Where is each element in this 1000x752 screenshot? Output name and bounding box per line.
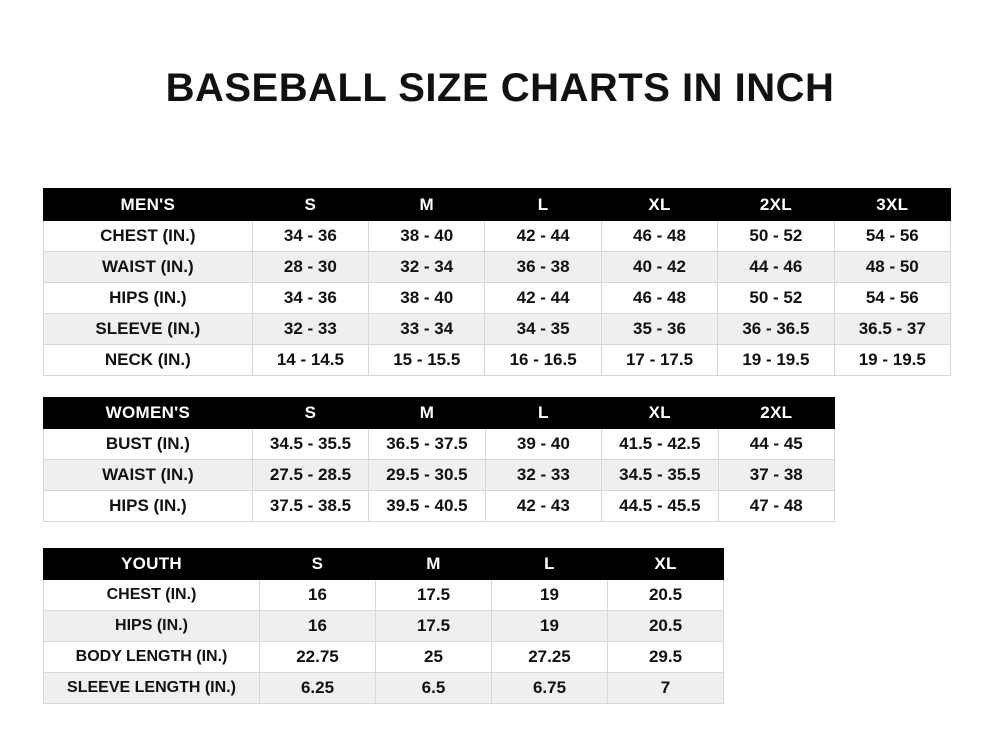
column-header-3xl: 3XL [834, 189, 950, 221]
column-header-s: S [252, 398, 368, 429]
womens-size-chart [43, 397, 835, 522]
table-row [44, 283, 951, 314]
youth-size-chart-container [43, 548, 724, 704]
column-header-xl: XL [608, 549, 724, 580]
table-header-row [44, 398, 835, 429]
cell: 19 - 19.5 [834, 345, 950, 376]
table-header-row [44, 189, 951, 221]
cell: 42 - 43 [485, 491, 601, 522]
cell: 32 - 33 [485, 460, 601, 491]
mens-size-chart [43, 188, 951, 376]
column-header-l: L [485, 398, 601, 429]
cell: 32 - 34 [369, 252, 485, 283]
table-row [44, 252, 951, 283]
womens-size-chart-container [43, 397, 835, 522]
row-label: NECK (IN.) [44, 345, 253, 376]
table-row [44, 491, 835, 522]
cell: 42 - 44 [485, 221, 601, 252]
cell: 20.5 [608, 611, 724, 642]
womens-table-body [44, 429, 835, 522]
column-header-m: M [369, 189, 485, 221]
cell: 22.75 [260, 642, 376, 673]
table-row [44, 314, 951, 345]
cell: 44 - 46 [718, 252, 834, 283]
column-header-m: M [369, 398, 485, 429]
table-row [44, 642, 724, 673]
cell: 17.5 [376, 580, 492, 611]
cell: 38 - 40 [369, 283, 485, 314]
cell: 36.5 - 37 [834, 314, 950, 345]
womens-table-header [44, 398, 835, 429]
cell: 17.5 [376, 611, 492, 642]
table-row [44, 673, 724, 704]
youth-table-header [44, 549, 724, 580]
table-row [44, 429, 835, 460]
cell: 38 - 40 [369, 221, 485, 252]
mens-size-chart-container [43, 188, 951, 376]
cell: 37 - 38 [718, 460, 834, 491]
table-header-row [44, 549, 724, 580]
cell: 19 [492, 580, 608, 611]
cell: 34 - 35 [485, 314, 601, 345]
cell: 54 - 56 [834, 221, 950, 252]
cell: 19 - 19.5 [718, 345, 834, 376]
cell: 48 - 50 [834, 252, 950, 283]
cell: 29.5 [608, 642, 724, 673]
cell: 27.25 [492, 642, 608, 673]
column-header-xl: XL [602, 398, 718, 429]
row-label: HIPS (IN.) [44, 491, 253, 522]
column-header-category: MEN'S [44, 189, 253, 221]
row-label: SLEEVE (IN.) [44, 314, 253, 345]
column-header-2xl: 2XL [718, 398, 834, 429]
cell: 36 - 36.5 [718, 314, 834, 345]
row-label: CHEST (IN.) [44, 221, 253, 252]
cell: 34 - 36 [252, 283, 368, 314]
column-header-l: L [492, 549, 608, 580]
cell: 34.5 - 35.5 [252, 429, 368, 460]
row-label: WAIST (IN.) [44, 252, 253, 283]
row-label: WAIST (IN.) [44, 460, 253, 491]
cell: 7 [608, 673, 724, 704]
cell: 32 - 33 [252, 314, 368, 345]
cell: 28 - 30 [252, 252, 368, 283]
cell: 16 [260, 580, 376, 611]
cell: 6.75 [492, 673, 608, 704]
cell: 37.5 - 38.5 [252, 491, 368, 522]
cell: 46 - 48 [601, 221, 717, 252]
mens-table-body [44, 221, 951, 376]
column-header-category: WOMEN'S [44, 398, 253, 429]
table-row [44, 345, 951, 376]
row-label: HIPS (IN.) [44, 283, 253, 314]
cell: 16 [260, 611, 376, 642]
cell: 6.5 [376, 673, 492, 704]
cell: 46 - 48 [601, 283, 717, 314]
column-header-l: L [485, 189, 601, 221]
cell: 39 - 40 [485, 429, 601, 460]
cell: 17 - 17.5 [601, 345, 717, 376]
cell: 16 - 16.5 [485, 345, 601, 376]
cell: 40 - 42 [601, 252, 717, 283]
column-header-s: S [252, 189, 368, 221]
cell: 47 - 48 [718, 491, 834, 522]
cell: 34 - 36 [252, 221, 368, 252]
cell: 36 - 38 [485, 252, 601, 283]
youth-size-chart [43, 548, 724, 704]
row-label: SLEEVE LENGTH (IN.) [44, 673, 260, 704]
cell: 25 [376, 642, 492, 673]
column-header-xl: XL [601, 189, 717, 221]
youth-table-body [44, 580, 724, 704]
cell: 20.5 [608, 580, 724, 611]
column-header-2xl: 2XL [718, 189, 834, 221]
cell: 50 - 52 [718, 283, 834, 314]
cell: 6.25 [260, 673, 376, 704]
table-row [44, 460, 835, 491]
mens-table-header [44, 189, 951, 221]
page-title: BASEBALL SIZE CHARTS IN INCH [165, 66, 835, 110]
cell: 44.5 - 45.5 [602, 491, 718, 522]
cell: 42 - 44 [485, 283, 601, 314]
cell: 29.5 - 30.5 [369, 460, 485, 491]
cell: 19 [492, 611, 608, 642]
cell: 33 - 34 [369, 314, 485, 345]
column-header-category: YOUTH [44, 549, 260, 580]
cell: 50 - 52 [718, 221, 834, 252]
table-row [44, 611, 724, 642]
cell: 54 - 56 [834, 283, 950, 314]
row-label: CHEST (IN.) [44, 580, 260, 611]
row-label: BODY LENGTH (IN.) [44, 642, 260, 673]
cell: 35 - 36 [601, 314, 717, 345]
cell: 34.5 - 35.5 [602, 460, 718, 491]
cell: 36.5 - 37.5 [369, 429, 485, 460]
column-header-m: M [376, 549, 492, 580]
table-row [44, 221, 951, 252]
row-label: HIPS (IN.) [44, 611, 260, 642]
cell: 15 - 15.5 [369, 345, 485, 376]
cell: 39.5 - 40.5 [369, 491, 485, 522]
cell: 41.5 - 42.5 [602, 429, 718, 460]
column-header-s: S [260, 549, 376, 580]
row-label: BUST (IN.) [44, 429, 253, 460]
cell: 27.5 - 28.5 [252, 460, 368, 491]
table-row [44, 580, 724, 611]
cell: 44 - 45 [718, 429, 834, 460]
cell: 14 - 14.5 [252, 345, 368, 376]
